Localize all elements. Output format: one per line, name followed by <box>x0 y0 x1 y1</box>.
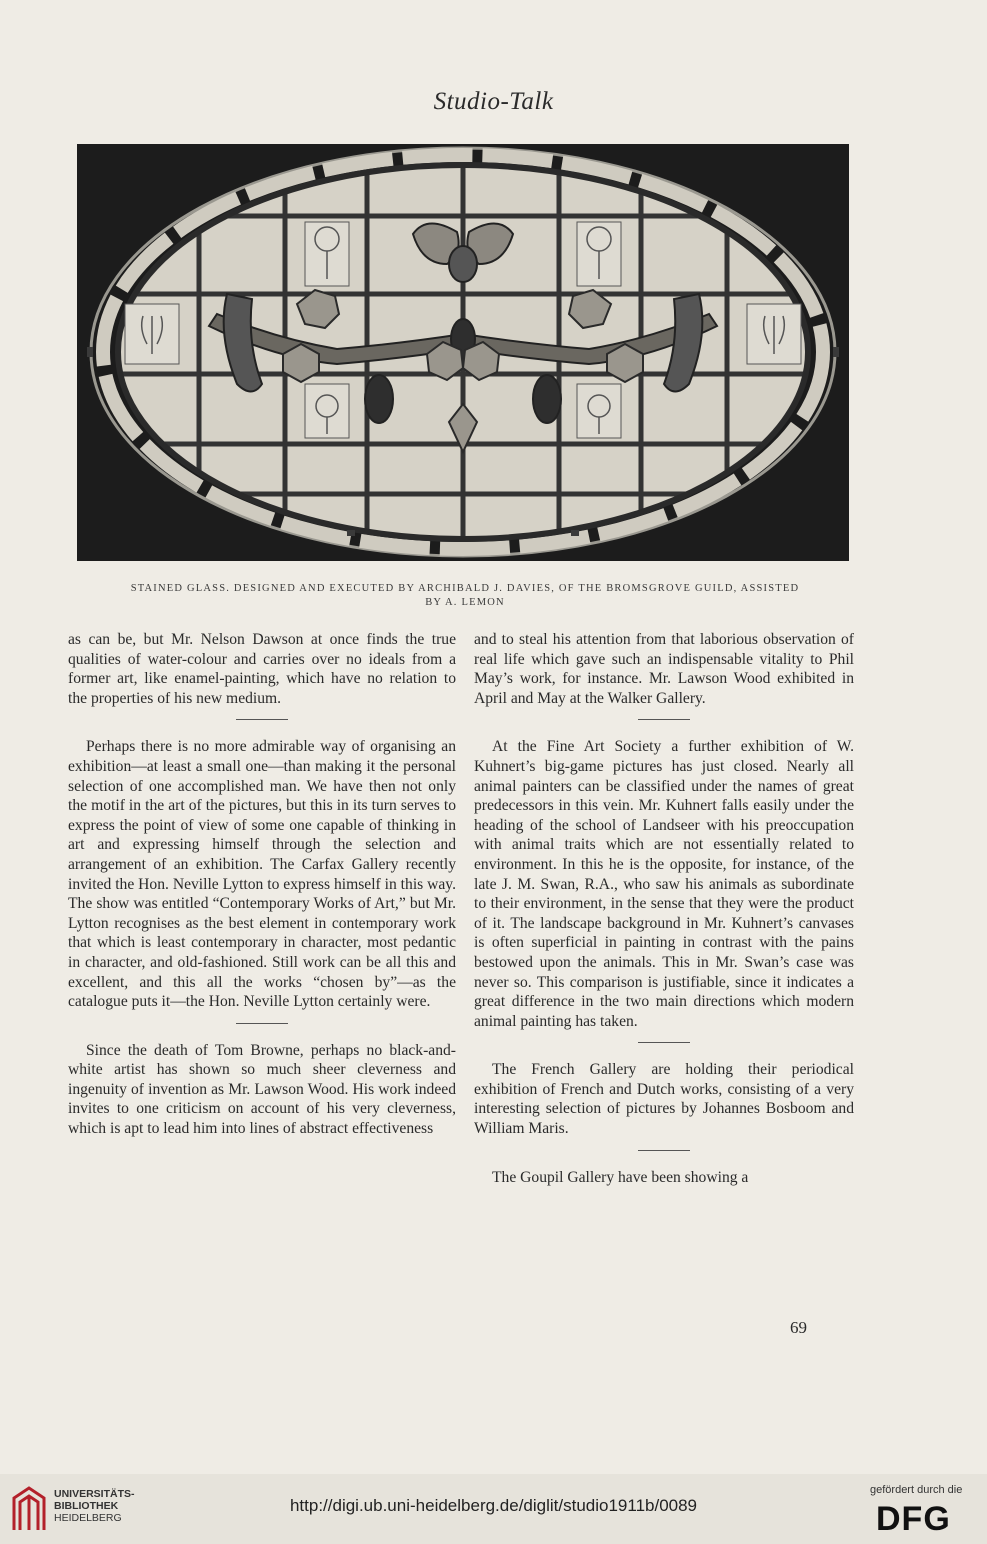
right-paragraph-2: At the Fine Art Society a further exhibition of W. Kuhnert’s big-game pictures has just closed. Nearly all animal painters can be classified under the names of great predecessors in this vein. Mr. Kuhnert falls easily under the heading of the school of Landseer with his preoccupation with animal traits which are not essentially related to environment. In this he is the opposite, for instance, of the late J. M. Swan, R.A., who saw his animals as subordinate to their environment, in the sense that they were the product of it. The landscape background in Mr. Kuhnert’s canvases is often superficial in painting in contrast with the pains bestowed upon the animals. This in Mr. Swan’s case was never so. This comparison is justifiable, since it indicates a great difference in the two main directions which modern animal painting has taken. <box>474 738 854 1030</box>
library-line-2: BIBLIOTHEK <box>54 1500 119 1512</box>
section-rule <box>236 1023 288 1024</box>
stained-glass-illustration <box>77 144 849 561</box>
page-number: 69 <box>790 1318 807 1337</box>
caption-line-2: BY A. LEMON <box>425 597 505 608</box>
permalink[interactable]: http://digi.ub.uni-heidelberg.de/diglit/studio1911b/0089 <box>289 1496 698 1515</box>
right-paragraph-1: and to steal his attention from that laborious observation of real life which gave such an indispensable vitality to Phil May’s work, for instance. Mr. Lawson Wood exhibited in April and May at the Walker Gallery. <box>474 631 854 707</box>
section-rule <box>638 1150 690 1151</box>
dfg-logo: DFG <box>876 1500 951 1538</box>
left-paragraph-2: Perhaps there is no more admirable way of organising an exhibition—at least a small one—than making it the personal selection of one accomplished man. We have then not only the motif in the art of the pictures, but this in its turn serves to express the point of view of some one capable of thinking in art and expressing himself through the selection and arrangement of an exhibition. The Carfax Gallery recently invited the Hon. Neville Lytton to express himself in this way. The show was entitled “Contemporary Works of Art,” but Mr. Lytton recognises as the best element in contemporary work that which is least contemporary in character, most pedantic in character, and old-fashioned. Still work can be all this and excellent, and this all the works “chosen by”—as the catalogue puts it—the Hon. Neville Lytton certainly were. <box>68 738 456 1011</box>
plate-caption <box>70 582 860 610</box>
library-line-1: UNIVERSITÄTS- <box>54 1488 135 1500</box>
left-paragraph-3: Since the death of Tom Browne, perhaps no black-and-white artist has shown so much sheer cleverness and ingenuity of invention as Mr. Lawson Wood. His work indeed invites to one criticism on account of his very cleverness, which is apt to lead him into lines of abstract effectiveness <box>68 1041 456 1138</box>
left-paragraph-1: as can be, but Mr. Nelson Dawson at once finds the true qualities of water-colour and carries over no ideals from a former art, like enamel-painting, which have no relation to the properties of his new medium. <box>68 631 456 707</box>
running-head: Studio-Talk <box>433 88 554 115</box>
funding-note: gefördert durch die <box>870 1484 963 1496</box>
left-column <box>68 630 456 1139</box>
caption-line-1: STAINED GLASS. DESIGNED AND EXECUTED BY ARCHIBALD J. DAVIES, OF THE BROMSGROVE GUILD, ASSISTED <box>130 583 800 594</box>
right-paragraph-3: The French Gallery are holding their periodical exhibition of French and Dutch works, consisting of a very interesting selection of pictures by Johannes Bosboom and William Maris. <box>474 1061 854 1138</box>
right-column <box>474 630 854 1187</box>
section-rule <box>638 719 690 720</box>
stained-glass-image <box>77 144 849 561</box>
digitization-footer <box>0 1474 987 1544</box>
section-rule <box>638 1042 690 1043</box>
right-paragraph-4: The Goupil Gallery have been showing a <box>492 1168 749 1186</box>
section-rule <box>236 719 288 720</box>
library-line-3: HEIDELBERG <box>54 1512 122 1524</box>
